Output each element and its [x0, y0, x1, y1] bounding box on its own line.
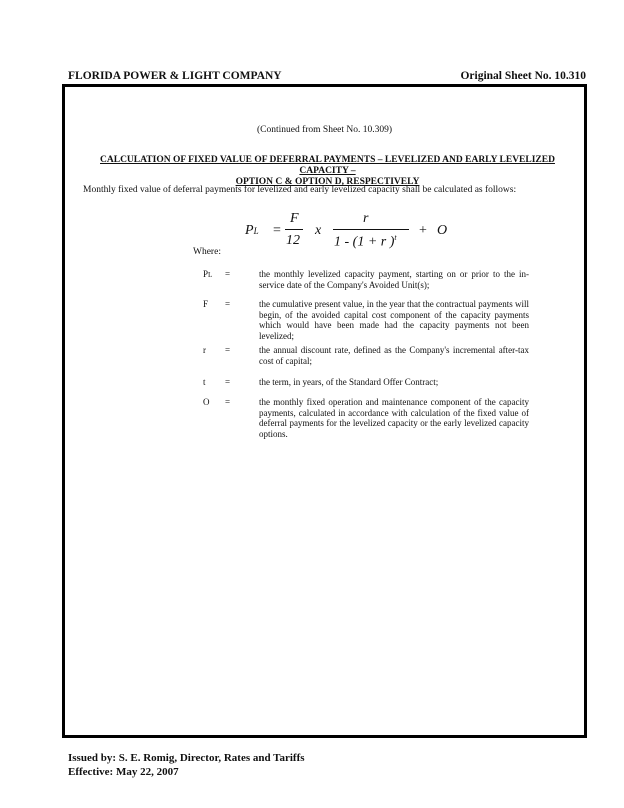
page-frame: [62, 84, 587, 738]
effective-date: Effective: May 22, 2007: [68, 766, 179, 778]
where-label: Where:: [193, 247, 221, 257]
formula-num2: r: [363, 211, 369, 226]
formula-fraction-bar-1: [285, 229, 303, 230]
formula-exponent: t: [394, 233, 397, 242]
section-title-line-1: CALCULATION OF FIXED VALUE OF DEFERRAL PAYMENTS – LEVELIZED AND EARLY LEVELIZED CAPACITY –: [100, 155, 555, 176]
formula-den2: 1 - (1 + r )$^t$: [334, 233, 397, 250]
definition-symbol: PL: [203, 269, 213, 279]
definition-equals: =: [225, 397, 231, 407]
formula-equals: =: [273, 223, 281, 238]
definition-symbol: t: [203, 377, 206, 387]
definition-symbol: F: [203, 299, 209, 309]
definition-symbol: r: [203, 345, 206, 355]
sheet-number: Original Sheet No. 10.310: [460, 70, 586, 82]
formula-tail: O: [437, 223, 448, 238]
issued-by: Issued by: S. E. Romig, Director, Rates and Tariffs: [68, 752, 305, 764]
definition-equals: =: [225, 377, 231, 387]
definition-text: the annual discount rate, defined as the Company's incremental after-tax cost of capital;: [259, 345, 529, 366]
formula-plus: +: [419, 223, 427, 238]
formula-lhs: PL: [245, 223, 259, 238]
formula-lhs-sub: L: [253, 226, 259, 236]
definition-equals: =: [225, 299, 231, 309]
formula-fraction-bar-2: [333, 229, 409, 230]
formula-times: x: [315, 223, 322, 238]
intro-text: Monthly fixed value of deferral payments for levelized and early levelized capacity shall be calculated as follows:: [83, 185, 517, 195]
definition-text: the cumulative present value, in the year that the contractual payments will begin, of the avoided capital cost component of the capacity payments which would have been made had the capacity payments not been levelized;: [259, 299, 529, 341]
definition-text: the monthly levelized capacity payment, starting on or prior to the in-service date of the Company's Avoided Unit(s);: [259, 269, 529, 290]
definition-text: the term, in years, of the Standard Offer Contract;: [259, 377, 439, 387]
definition-equals: =: [225, 345, 231, 355]
definition-equals: =: [225, 269, 231, 279]
definition-text: the monthly fixed operation and maintenance component of the capacity payments, calculated in accordance with calculation of the fixed value of deferral payments for the levelized capacity or the early levelized capacity options.: [259, 397, 529, 439]
formula: [245, 205, 448, 255]
formula-num1: F: [290, 211, 299, 226]
section-title: [85, 155, 570, 188]
formula-den1: 12: [286, 233, 300, 248]
continued-note: (Continued from Sheet No. 10.309): [256, 125, 393, 135]
definition-symbol: O: [203, 397, 210, 407]
section-title-line-2: OPTION C & OPTION D, RESPECTIVELY: [235, 177, 420, 187]
company-name: FLORIDA POWER & LIGHT COMPANY: [68, 70, 282, 82]
